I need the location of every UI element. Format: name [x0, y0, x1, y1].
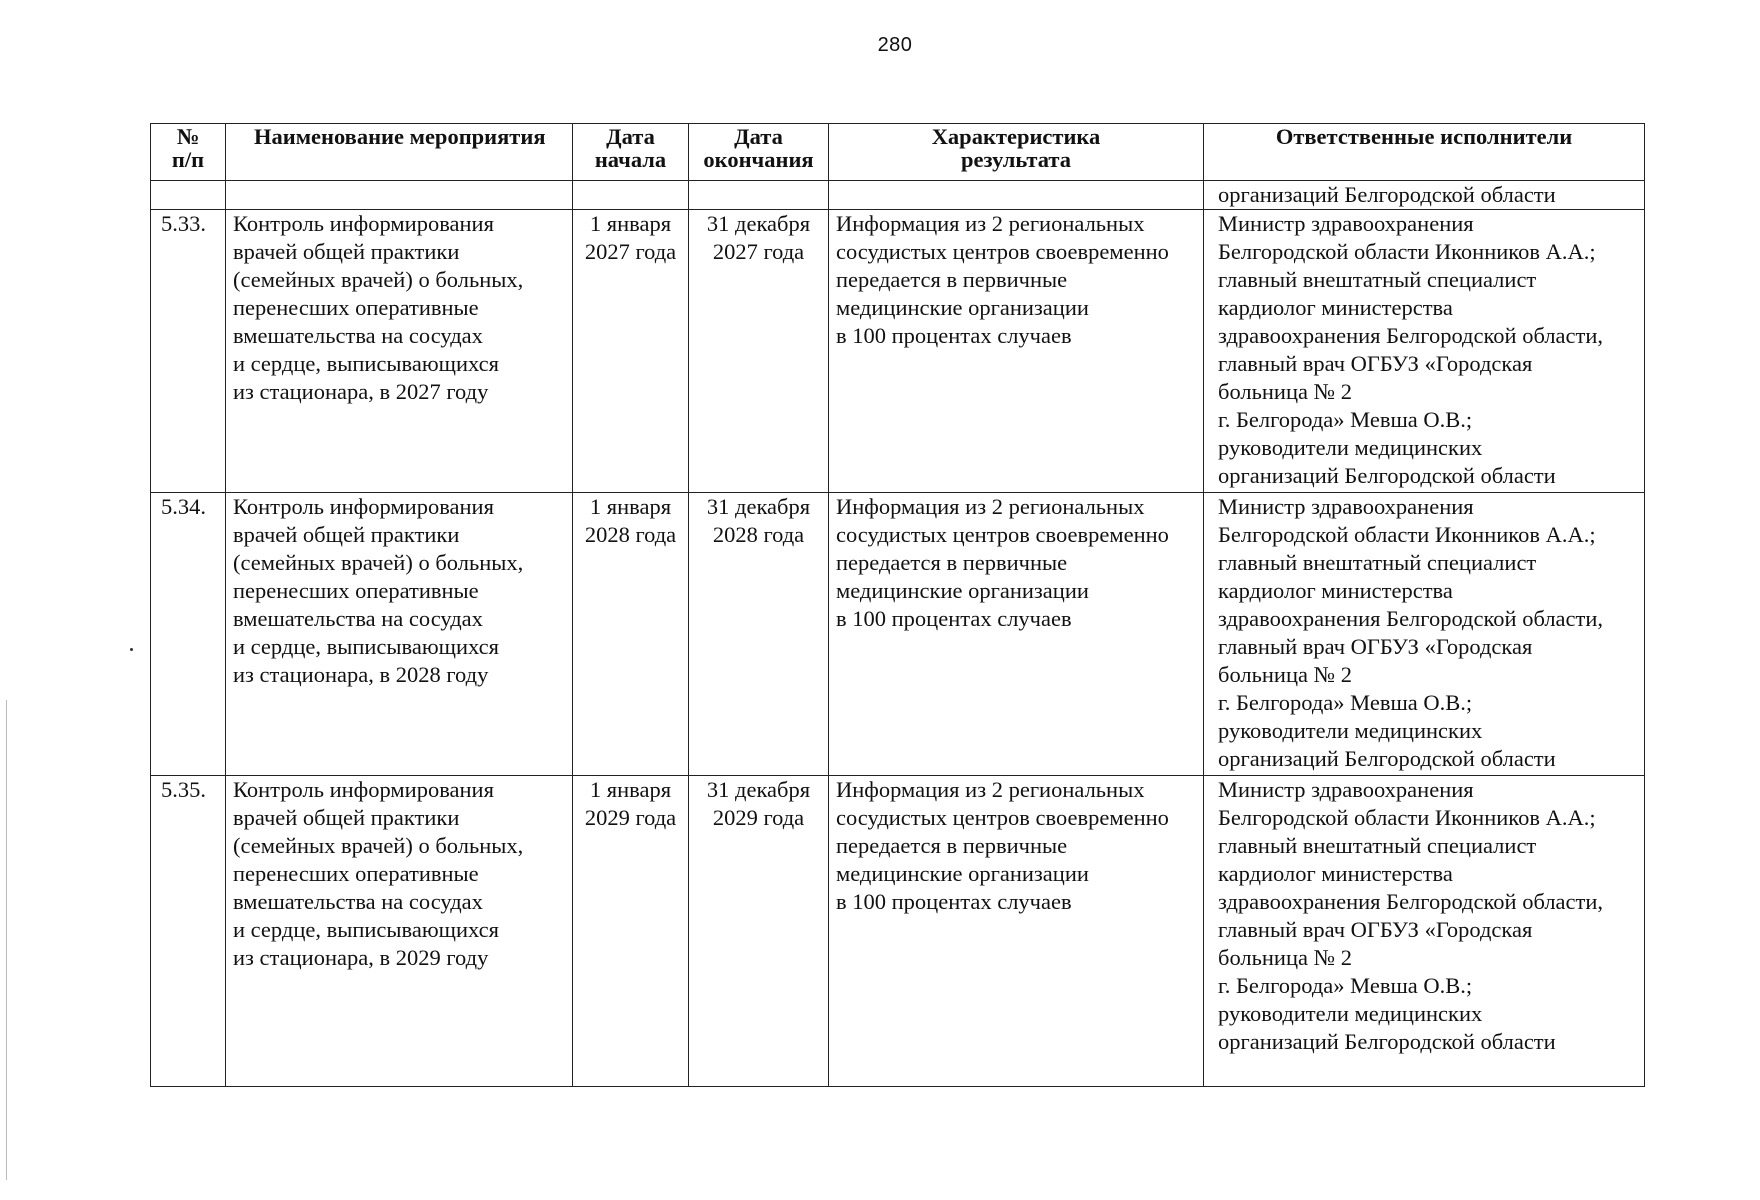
- activity-name: Контроль информирования врачей общей практики (семейных врачей) о больных, перенесших оперативные вмешательства на сосудах и сердце, выписывающихся из стационара, в 2028 году: [226, 493, 573, 776]
- row-number: 5.35.: [151, 776, 226, 1087]
- scan-speck: [130, 648, 133, 651]
- table-row: [151, 493, 1645, 776]
- table-row: [151, 776, 1645, 1087]
- result-description: Информация из 2 региональных сосудистых центров своевременно передается в первичные медицинские организации в 100 процентах случаев: [829, 210, 1204, 493]
- continuation-num-cell: [151, 181, 226, 210]
- row-number: 5.34.: [151, 493, 226, 776]
- result-description: Информация из 2 региональных сосудистых центров своевременно передается в первичные медицинские организации в 100 процентах случаев: [829, 493, 1204, 776]
- header-num: № п/п: [151, 124, 226, 181]
- activity-name: Контроль информирования врачей общей практики (семейных врачей) о больных, перенесших оперативные вмешательства на сосудах и сердце, выписывающихся из стационара, в 2029 году: [226, 776, 573, 1087]
- start-date: 1 января 2029 года: [573, 776, 689, 1087]
- continuation-end-cell: [689, 181, 829, 210]
- responsible-persons: Министр здравоохранения Белгородской области Иконников А.А.; главный внештатный специалист кардиолог министерства здравоохранения Белгородской области, главный врач ОГБУЗ «Городская больница № 2 г. Белгорода» Мевша О.В.; руководители медицинских организаций Белгородской области: [1204, 493, 1645, 776]
- continuation-responsible-cell: организаций Белгородской области: [1204, 181, 1645, 210]
- continuation-row: [151, 181, 1645, 210]
- page-number: 280: [877, 34, 913, 56]
- responsible-persons: Министр здравоохранения Белгородской области Иконников А.А.; главный внештатный специалист кардиолог министерства здравоохранения Белгородской области, главный врач ОГБУЗ «Городская больница № 2 г. Белгорода» Мевша О.В.; руководители медицинских организаций Белгородской области: [1204, 776, 1645, 1087]
- result-description: Информация из 2 региональных сосудистых центров своевременно передается в первичные медицинские организации в 100 процентах случаев: [829, 776, 1204, 1087]
- header-result: Характеристика результата: [829, 124, 1204, 181]
- start-date: 1 января 2028 года: [573, 493, 689, 776]
- end-date: 31 декабря 2029 года: [689, 776, 829, 1087]
- continuation-result-cell: [829, 181, 1204, 210]
- continuation-name-cell: [226, 181, 573, 210]
- end-date: 31 декабря 2028 года: [689, 493, 829, 776]
- header-name: Наименование мероприятия: [226, 124, 573, 181]
- row-number: 5.33.: [151, 210, 226, 493]
- header-responsible: Ответственные исполнители: [1204, 124, 1645, 181]
- header-row: [151, 124, 1645, 181]
- scan-edge-line: [6, 700, 7, 1180]
- activity-name: Контроль информирования врачей общей практики (семейных врачей) о больных, перенесших оперативные вмешательства на сосудах и сердце, выписывающихся из стационара, в 2027 году: [226, 210, 573, 493]
- header-end-date: Дата окончания: [689, 124, 829, 181]
- header-start-date: Дата начала: [573, 124, 689, 181]
- table-row: [151, 210, 1645, 493]
- continuation-start-cell: [573, 181, 689, 210]
- responsible-persons: Министр здравоохранения Белгородской области Иконников А.А.; главный внештатный специалист кардиолог министерства здравоохранения Белгородской области, главный врач ОГБУЗ «Городская больница № 2 г. Белгорода» Мевша О.В.; руководители медицинских организаций Белгородской области: [1204, 210, 1645, 493]
- start-date: 1 января 2027 года: [573, 210, 689, 493]
- activities-table: [150, 123, 1645, 1087]
- table-header: [151, 124, 1645, 181]
- end-date: 31 декабря 2027 года: [689, 210, 829, 493]
- table-body: [151, 181, 1645, 1087]
